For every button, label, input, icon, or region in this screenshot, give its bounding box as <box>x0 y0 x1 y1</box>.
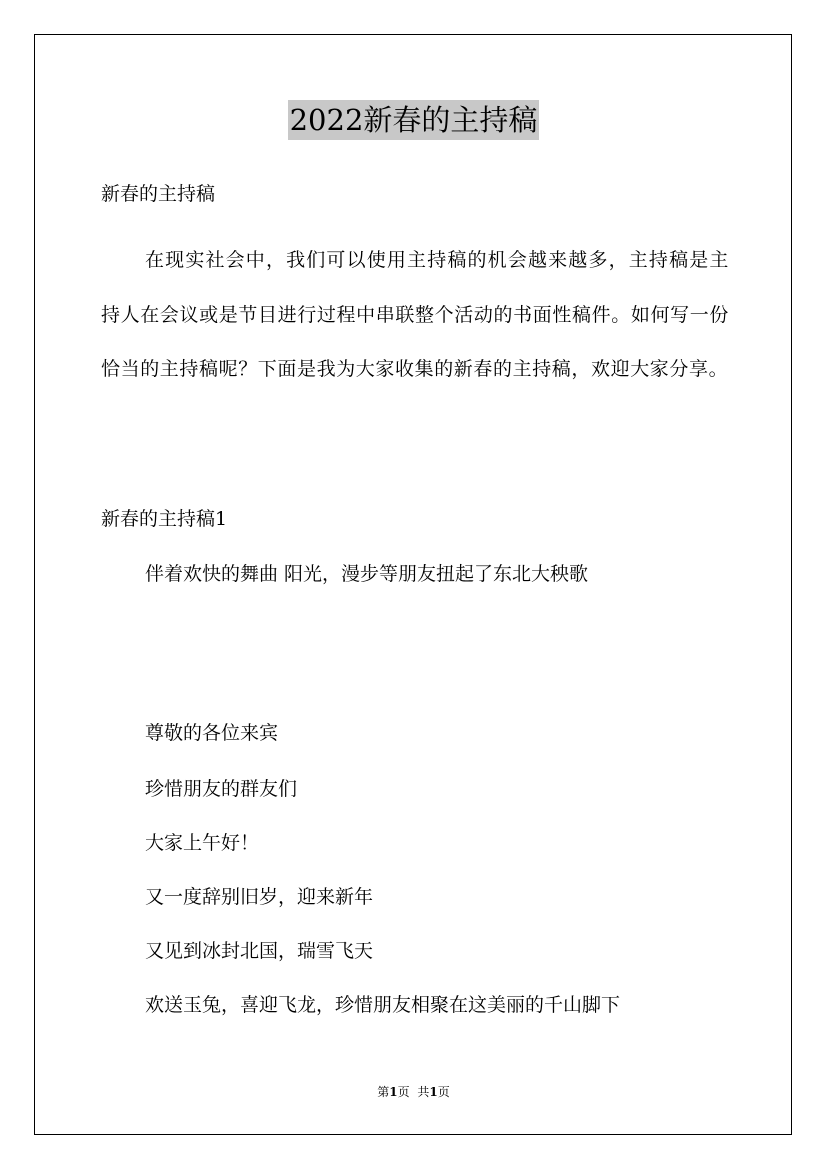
speech-line: 欢送玉兔，喜迎飞龙，珍惜朋友相聚在这美丽的千山脚下 <box>145 994 621 1016</box>
section-heading: 新春的主持稿1 <box>101 508 228 530</box>
footer-page-suffix: 页 <box>397 1085 410 1099</box>
speech-line: 珍惜朋友的群友们 <box>145 778 298 800</box>
footer-page-prefix: 第 <box>377 1085 390 1099</box>
intro-paragraph: 在现实社会中，我们可以使用主持稿的机会越来越多，主持稿是主持人在会议或是节目进行过程中串联整个活动的书面性稿件。如何写一份恰当的主持稿呢？下面是我为大家收集的新春的主持稿，欢迎大家分享。 <box>101 249 729 380</box>
page-footer <box>0 1083 827 1101</box>
speech-line: 又见到冰封北国，瑞雪飞天 <box>145 940 374 962</box>
title-container <box>0 100 827 140</box>
document-title: 2022新春的主持稿 <box>288 100 540 140</box>
footer-page-number: 1 <box>389 1085 398 1099</box>
footer-total-pages: 1 <box>429 1085 438 1099</box>
section-first-line: 伴着欢快的舞曲 阳光，漫步等朋友扭起了东北大秧歌 <box>145 563 589 585</box>
footer-total-prefix: 共 <box>417 1085 430 1099</box>
speech-line: 又一度辞别旧岁，迎来新年 <box>145 886 374 908</box>
speech-line: 尊敬的各位来宾 <box>145 722 279 744</box>
footer-total-suffix: 页 <box>437 1085 450 1099</box>
document-subtitle: 新春的主持稿 <box>101 183 216 205</box>
speech-line: 大家上午好！ <box>145 832 260 854</box>
